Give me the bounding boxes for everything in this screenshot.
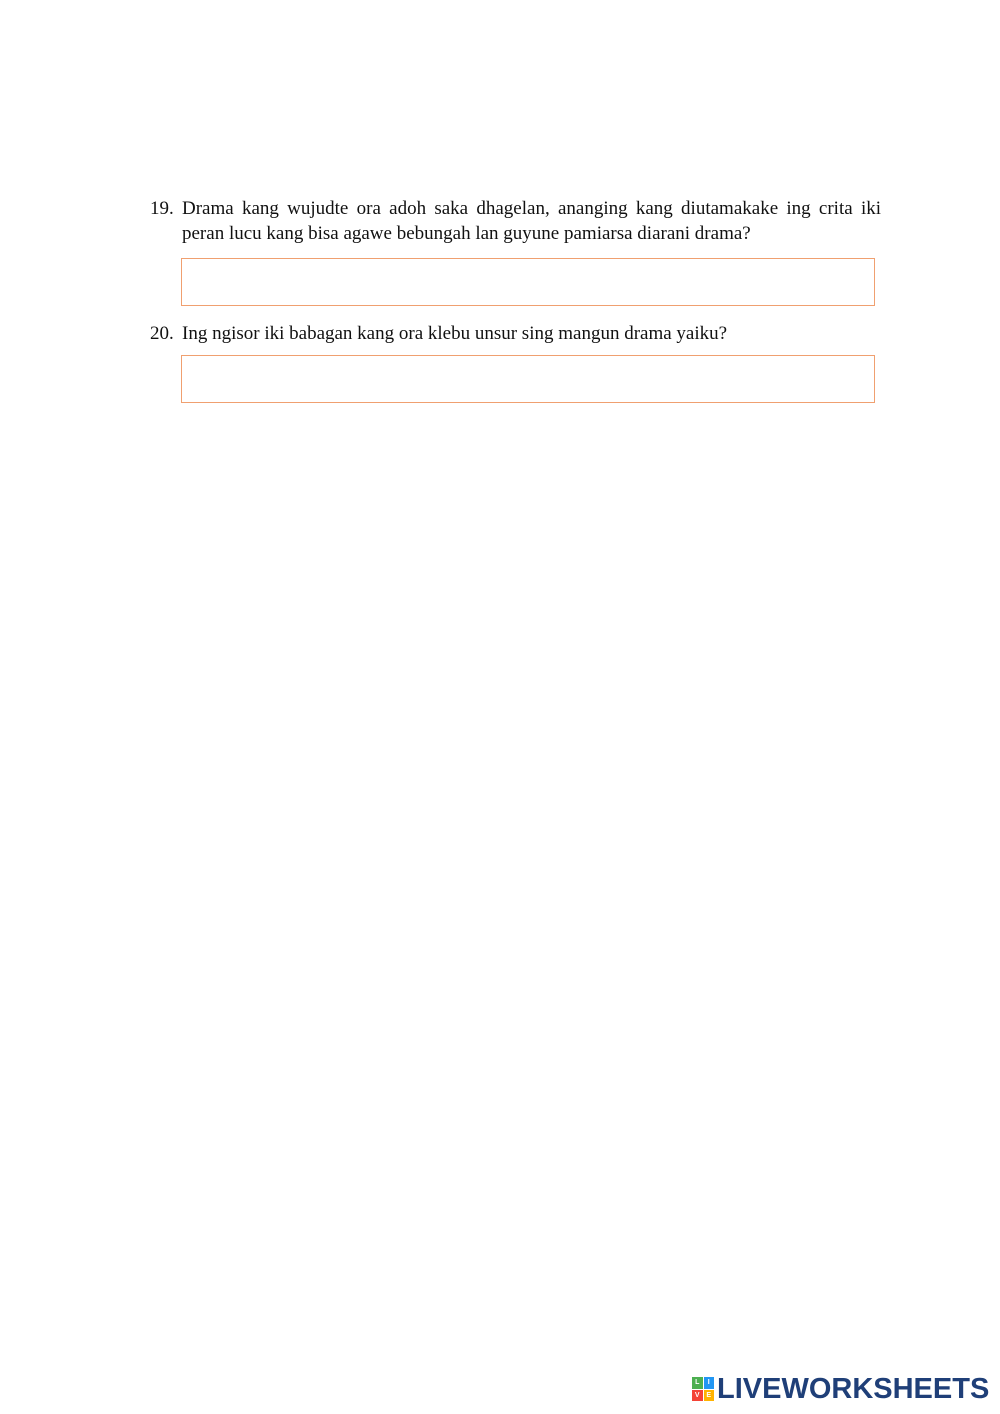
logo-letter: I xyxy=(704,1377,715,1389)
question-text: Ing ngisor iki babagan kang ora klebu unsur sing mangun drama yaiku? xyxy=(182,323,728,344)
question-number: 19. xyxy=(150,198,174,219)
answer-input-19[interactable] xyxy=(181,258,875,306)
question-number: 20. xyxy=(150,323,174,344)
logo-letter: E xyxy=(704,1390,715,1402)
brand-text: LIVEWORKSHEETS xyxy=(717,1373,990,1405)
question-20 xyxy=(150,321,881,346)
liveworksheets-logo-icon xyxy=(692,1377,714,1401)
question-19 xyxy=(150,196,881,246)
question-text: Drama kang wujudte ora adoh saka dhagelan, ananging kang diutamakake ing crita iki peran lucu kang bisa agawe bebungah lan guyune pamiarsa diarani drama? xyxy=(182,198,881,244)
liveworksheets-brand xyxy=(692,1374,989,1404)
answer-input-20[interactable] xyxy=(181,355,875,403)
logo-letter: L xyxy=(692,1377,703,1389)
logo-letter: V xyxy=(692,1390,703,1402)
